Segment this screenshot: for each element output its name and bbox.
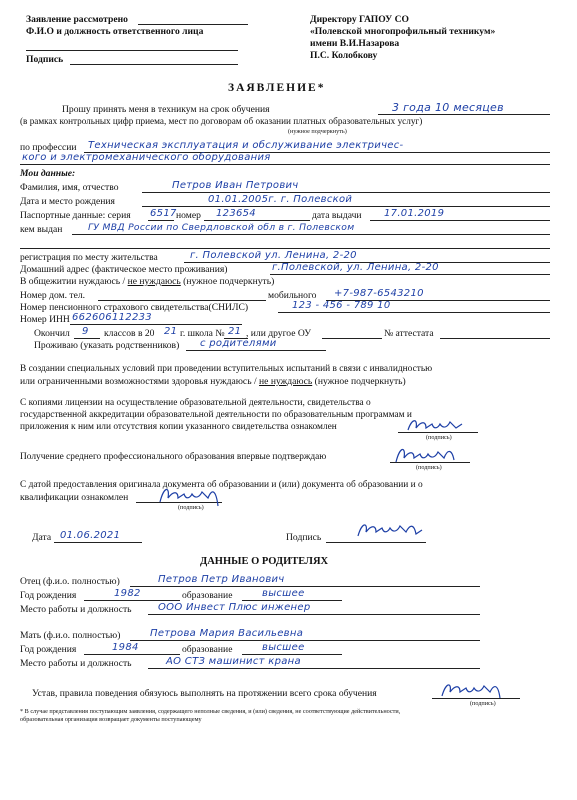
conditions-text: или ограниченными возможностями здоровья нуждаюсь / <box>20 376 257 387</box>
rules-text: Устав, правила поведения обязуюсь выполнять на протяжении всего срока обучения <box>32 688 377 699</box>
father-year-line <box>84 600 180 601</box>
mother-education-label: образование <box>182 644 233 655</box>
father-year-label: Год рождения <box>20 590 77 601</box>
finished-school-value: 21 <box>228 326 242 337</box>
date-label: Дата <box>32 532 52 543</box>
home-label: Домашний адрес (фактическое место проживания) <box>20 264 228 275</box>
father-label: Отец (ф.и.о. полностью) <box>20 576 120 587</box>
mother-work-line <box>148 668 480 669</box>
addressee-line-3: имени В.И.Назарова <box>310 38 400 49</box>
mobile-value: +7-987-6543210 <box>334 288 424 299</box>
passport-date-value: 17.01.2019 <box>384 208 445 219</box>
father-value: Петров Петр Иванович <box>158 574 285 585</box>
conditions-option-selected: не нуждаюсь <box>259 376 313 387</box>
issued-line <box>72 234 550 235</box>
original-date-sign-caption: (подпись) <box>178 504 204 511</box>
home-line <box>270 274 550 275</box>
original-date-signature <box>156 484 222 510</box>
living-label: Проживаю (указать родственников) <box>34 340 180 351</box>
signature-label: Подпись <box>26 54 64 65</box>
dorm-row <box>20 276 274 287</box>
conditions-note: (нужное подчеркнуть) <box>314 376 406 387</box>
original-date-line-1: С датой предоставления оригинала документа об образовании и (или) документа об образовании и о <box>20 480 423 490</box>
issued-label: кем выдан <box>20 224 63 235</box>
conditions-line-2 <box>20 376 406 387</box>
dorm-label: В общежитии нуждаюсь / <box>20 276 126 287</box>
request-text: Прошу принять меня в техникум на срок обучения <box>62 104 270 115</box>
finished-ou-line <box>322 338 382 339</box>
living-value: с родителями <box>200 338 277 349</box>
responsible-line <box>26 50 238 51</box>
reviewed-line <box>138 24 248 25</box>
registration-value: г. Полевской ул. Ленина, 2-20 <box>190 250 357 261</box>
term-line <box>378 114 550 115</box>
first-time-sign-caption: (подпись) <box>416 464 442 471</box>
finished-text-2: классов в 20 <box>104 328 155 339</box>
finished-grade-value: 9 <box>82 326 89 337</box>
mother-line <box>130 640 480 641</box>
certificate-line <box>440 338 550 339</box>
first-time-signature <box>392 444 458 468</box>
passport-label: Паспортные данные: серия <box>20 210 131 221</box>
mother-work-value: АО СТЗ машинист крана <box>166 656 301 667</box>
original-date-line-2: квалификации ознакомлен <box>20 492 129 503</box>
passport-series-value: 6517 <box>150 208 177 219</box>
passport-date-line <box>370 220 550 221</box>
first-time-text: Получение среднего профессионального образования впервые подтверждаю <box>20 452 327 462</box>
finished-grade-line <box>74 338 100 339</box>
snils-value: 123 - 456 - 789 10 <box>292 300 391 311</box>
profession-line-2 <box>20 164 550 165</box>
father-work-label: Место работы и должность <box>20 604 132 615</box>
dorm-note: (нужное подчеркнуть) <box>183 276 275 287</box>
main-signature <box>354 520 424 544</box>
father-year-value: 1982 <box>114 588 141 599</box>
finished-text-4: , или другое ОУ <box>246 328 312 339</box>
passport-series-line <box>148 220 174 221</box>
birth-label: Дата и место рождения <box>20 196 115 207</box>
fio-label: Фамилия, имя, отчество <box>20 182 119 193</box>
license-line-3: приложения к ним или отсутствия копии указанного свидетельства ознакомлен <box>20 422 337 432</box>
registration-label: регистрация по месту жительства <box>20 252 158 263</box>
license-line-2: государственной аккредитации образовательной деятельности по образовательным программам и <box>20 410 412 420</box>
responsible-label: Ф.И.О и должность ответственного лица <box>26 26 204 37</box>
passport-number-line <box>204 220 310 221</box>
license-sign-caption: (подпись) <box>426 434 452 441</box>
addressee-line-4: П.С. Колобкову <box>310 50 378 61</box>
living-line <box>186 350 326 351</box>
addressee-line-1: Директору ГАПОУ СО <box>310 14 409 25</box>
inn-label: Номер ИНН <box>20 314 70 325</box>
issued-value: ГУ МВД России по Свердловской обл в г. Полевском <box>88 222 355 233</box>
finished-year-value: 21 <box>164 326 178 337</box>
birth-line <box>142 206 550 207</box>
profession-label: по профессии <box>20 142 77 153</box>
father-line <box>130 586 480 587</box>
mother-year-value: 1984 <box>112 642 139 653</box>
request-note: (нужное подчеркнуть) <box>288 128 347 135</box>
mother-education-line <box>242 654 342 655</box>
mother-value: Петрова Мария Васильевна <box>150 628 304 639</box>
snils-line <box>278 312 550 313</box>
reviewed-label: Заявление рассмотрено <box>26 14 128 25</box>
home-value: г.Полевской, ул. Ленина, 2-20 <box>272 262 439 273</box>
inn-value: 662606112233 <box>72 312 152 323</box>
profession-value-2: кого и электромеханического оборудования <box>22 152 271 163</box>
rules-sign-caption: (подпись) <box>470 700 496 707</box>
dorm-option-selected: не нуждаюсь <box>127 276 181 287</box>
signature-row-label: Подпись <box>286 532 322 543</box>
date-value: 01.06.2021 <box>60 530 121 541</box>
phone-line <box>98 300 266 301</box>
father-education-label: образование <box>182 590 233 601</box>
profession-value-1: Техническая эксплуатация и обслуживание электричес- <box>88 140 404 151</box>
fio-line <box>142 192 550 193</box>
document-title: ЗАЯВЛЕНИЕ* <box>228 82 326 94</box>
inn-line <box>70 324 242 325</box>
birth-value: 01.01.2005г. г. Полевской <box>208 194 353 205</box>
finished-text-5: № аттестата <box>384 328 434 339</box>
passport-number-value: 123654 <box>216 208 256 219</box>
signature-line <box>70 64 238 65</box>
license-line-1: С копиями лицензии на осуществление образовательной деятельности, свидетельства о <box>20 398 371 408</box>
passport-date-label: дата выдачи <box>312 210 362 221</box>
my-data-heading: Мои данные: <box>20 168 76 179</box>
phone-label: Номер дом. тел. <box>20 290 86 301</box>
snils-label: Номер пенсионного страхового свидетельства(СНИЛС) <box>20 302 249 313</box>
rules-signature <box>438 680 504 704</box>
father-education-line <box>242 600 342 601</box>
date-line <box>54 542 142 543</box>
finished-text-3: г. школа № <box>180 328 225 339</box>
finished-text-1: Окончил <box>34 328 70 339</box>
passport-number-label: номер <box>176 210 201 221</box>
mother-education-value: высшее <box>262 642 305 653</box>
mother-work-label: Место работы и должность <box>20 658 132 669</box>
mobile-label: мобильного <box>268 290 317 301</box>
mother-year-label: Год рождения <box>20 644 77 655</box>
mother-year-line <box>84 654 180 655</box>
father-education-value: высшее <box>262 588 305 599</box>
parents-heading: ДАННЫЕ О РОДИТЕЛЯХ <box>200 556 329 567</box>
term-value: 3 года 10 месяцев <box>392 101 504 114</box>
footnote-line-1: * В случае представления поступающим заявления, содержащего неполные сведения, и (или) сведения, не соответствующие действительности, <box>20 708 401 715</box>
father-work-line <box>148 614 480 615</box>
issued-line-2 <box>20 248 550 249</box>
fio-value: Петров Иван Петрович <box>172 180 299 191</box>
request-line-2: (в рамках контрольных цифр приема, мест по договорам об оказании платных образовательных услуг) <box>20 116 423 126</box>
conditions-line-1: В создании специальных условий при проведении вступительных испытаний в связи с инвалидностью <box>20 364 433 374</box>
footnote-line-2: образовательная организация возвращает документы поступающему <box>20 716 202 723</box>
addressee-line-2: «Полевской многопрофильный техникум» <box>310 26 496 37</box>
father-work-value: ООО Инвест Плюс инженер <box>158 602 311 613</box>
license-signature <box>404 416 464 436</box>
mother-label: Мать (ф.и.о. полностью) <box>20 630 121 641</box>
